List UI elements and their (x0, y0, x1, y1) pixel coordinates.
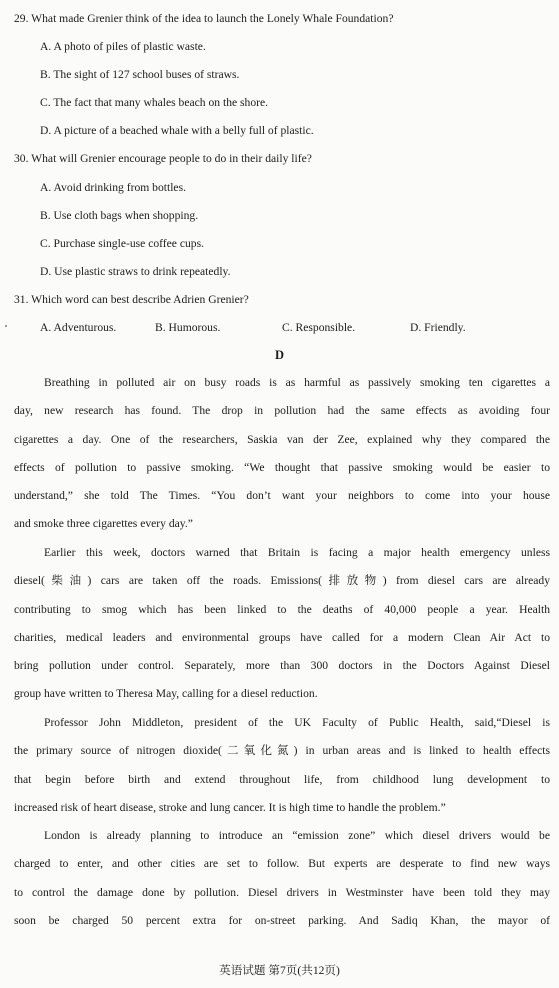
passage-line: contributing to smog which has been linked to the deaths of 40,000 people a year. Health (14, 602, 550, 616)
q31-option-b: B. Humorous. (155, 321, 221, 334)
q31-option-c: C. Responsible. (282, 321, 356, 334)
passage-line: diesel(柴油) cars are taken off the roads. Emissions(排放物) from diesel cars are already (14, 574, 550, 588)
question-31-stem: 31. Which word can best describe Adrien Grenier? (14, 293, 249, 306)
passage-line: effects of pollution to passive smoking. “We thought that passive smoking would be easier to (14, 460, 550, 474)
passage-paragraph-4 (14, 822, 550, 935)
page-footer: 英语试题 第7页(共12页) (219, 964, 340, 977)
q29-option-c: C. The fact that many whales beach on the shore. (40, 96, 269, 109)
passage-line: bring pollution under control. Separately, more than 300 doctors in the Doctors Against Diesel (14, 659, 550, 673)
passage-line: to control the damage done by pollution. Diesel drivers in Westminster have been told they may (14, 885, 550, 899)
q30-option-a: A. Avoid drinking from bottles. (40, 181, 186, 194)
passage-line: the primary source of nitrogen dioxide(二氧化氮) in urban areas and is linked to health effects (14, 744, 550, 758)
passage-line: group have written to Theresa May, calling for a diesel reduction. (14, 687, 318, 701)
passage-line: day, new research has found. The drop in pollution had the same effects as avoiding four (14, 404, 550, 418)
passage-line: London is already planning to introduce an “emission zone” which diesel drivers would be (44, 829, 550, 842)
passage-line: Breathing in polluted air on busy roads is as harmful as passively smoking ten cigarettes a (44, 376, 550, 389)
question-29-stem: 29. What made Grenier think of the idea to launch the Lonely Whale Foundation? (14, 12, 394, 25)
passage-line: soon be charged 50 percent extra for on-street parking. And Sadiq Khan, the mayor of (14, 913, 550, 927)
passage-paragraph-2 (14, 539, 550, 709)
question-30-stem: 30. What will Grenier encourage people to do in their daily life? (14, 152, 312, 165)
passage-line: Professor John Middleton, president of the UK Faculty of Public Health, said,“Diesel is (44, 716, 550, 729)
passage-line: Earlier this week, doctors warned that Britain is facing a major health emergency unless (44, 546, 550, 559)
scan-mark (5, 325, 7, 327)
passage-line: increased risk of heart disease, stroke and lung cancer. It is high time to handle the problem.” (14, 800, 446, 814)
passage-line: understand,” she told The Times. “You don’t want your neighbors to come into your house (14, 489, 550, 503)
passage-line: and smoke three cigarettes every day.” (14, 517, 193, 531)
q31-option-d: D. Friendly. (410, 321, 466, 334)
q29-option-b: B. The sight of 127 school buses of straws. (40, 68, 240, 81)
section-heading: D (274, 348, 285, 362)
q29-option-d: D. A picture of a beached whale with a belly full of plastic. (40, 124, 314, 137)
q30-option-d: D. Use plastic straws to drink repeatedly. (40, 265, 231, 278)
q30-option-b: B. Use cloth bags when shopping. (40, 209, 199, 222)
passage-paragraph-3 (14, 709, 550, 822)
passage-line: cigarettes a day. One of the researchers, Saskia van der Zee, explained why they compared the (14, 432, 550, 446)
passage-paragraph-1 (14, 369, 550, 539)
q29-option-a: A. A photo of piles of plastic waste. (40, 40, 206, 53)
passage-line: charities, medical leaders and environmental groups have called for a modern Clean Air Act to (14, 630, 550, 644)
q30-option-c: C. Purchase single-use coffee cups. (40, 237, 204, 250)
passage-line: that begin before birth and extend throughout life, from childhood lung development to (14, 772, 550, 786)
q31-option-a: A. Adventurous. (40, 321, 117, 334)
passage-line: charged to enter, and other cities are set to follow. But experts are desperate to find new ways (14, 857, 550, 871)
